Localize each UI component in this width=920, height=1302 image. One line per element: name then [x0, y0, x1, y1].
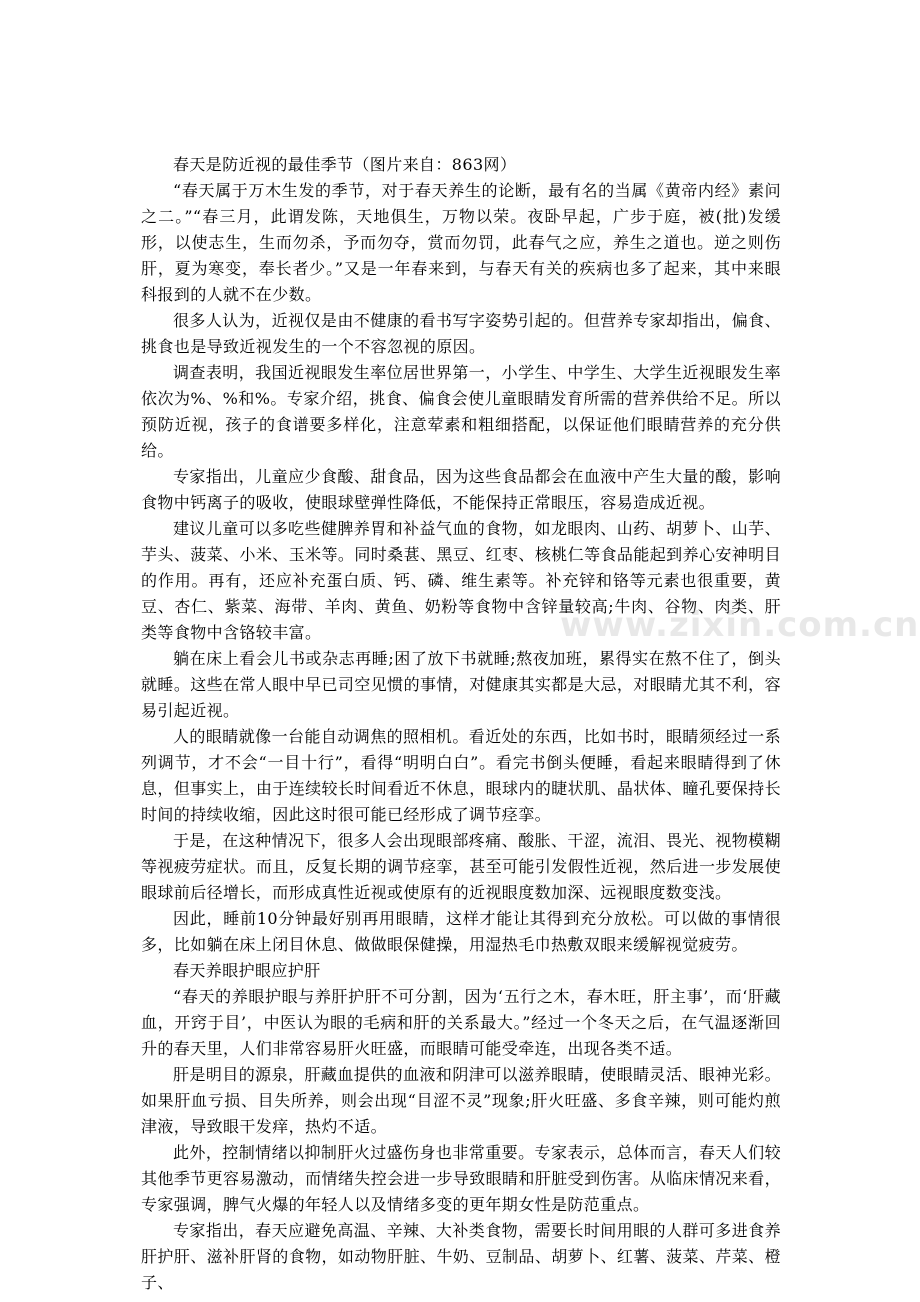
section-heading-1: 春天是防近视的最佳季节（图片来自：863网） [173, 155, 517, 174]
paragraph: “春天属于万木生发的季节，对于春天养生的论断，最有名的当属《黄帝内经》素问之二。”“春三月，此谓发陈，天地俱生，万物以荣。夜卧早起，广步于庭，被(批)发缓形，以使志生，生而勿杀，予而勿夺，赏而勿罚，此春气之应，养生之道也。逆之则伤肝，夏为寒变，奉长者少。”又是一年春来到，与春天有关的疾病也多了起来，其中来眼科报到的人就不在少数。 [141, 181, 781, 304]
paragraph: 很多人认为，近视仅是由不健康的看书写字姿势引起的。但营养专家却指出，偏食、挑食也是导致近视发生的一个不容忽视的原因。 [141, 311, 781, 356]
paragraph: 人的眼睛就像一台能自动调焦的照相机。看近处的东西，比如书时，眼睛须经过一系列调节，才不会“一目十行”，看得“明明白白”。看完书倒头便睡，看起来眼睛得到了休息，但事实上，由于连续较长时间看近不休息，眼球内的睫状肌、晶状体、瞳孔要保持长时间的持续收缩，因此这时很可能已经形成了调节痉挛。 [141, 727, 781, 824]
paragraph: 肝是明目的源泉，肝藏血提供的血液和阴津可以滋养眼睛，使眼睛灵活、眼神光彩。如果肝血亏损、目失所养，则会出现“目涩不灵”现象;肝火旺盛、多食辛辣，则可能灼煎津液，导致眼干发痒，热灼不适。 [141, 1065, 781, 1136]
paragraph: 此外，控制情绪以抑制肝火过盛伤身也非常重要。专家表示，总体而言，春天人们较其他季节更容易激动，而情绪失控会进一步导致眼睛和肝脏受到伤害。从临床情况来看，专家强调，脾气火爆的年轻人以及情绪多变的更年期女性是防范重点。 [141, 1143, 781, 1214]
document-body [141, 152, 781, 1296]
paragraph: 调查表明，我国近视眼发生率位居世界第一，小学生、中学生、大学生近视眼发生率依次为%、%和%。专家介绍，挑食、偏食会使儿童眼睛发育所需的营养供给不足。所以预防近视，孩子的食谱要多样化，注意荤素和粗细搭配，以保证他们眼睛营养的充分供给。 [141, 363, 781, 460]
paragraph: 因此，睡前10分钟最好别再用眼睛，这样才能让其得到充分放松。可以做的事情很多，比如躺在床上闭目休息、做做眼保健操，用湿热毛巾热敷双眼来缓解视觉疲劳。 [141, 909, 781, 954]
paragraph: 于是，在这种情况下，很多人会出现眼部疼痛、酸胀、干涩，流泪、畏光、视物模糊等视疲劳症状。而且，反复长期的调节痉挛，甚至可能引发假性近视，然后进一步发展使眼球前后径增长，而形成真性近视或使原有的近视眼度数加深、远视眼度数变浅。 [141, 831, 781, 902]
paragraph: 躺在床上看会儿书或杂志再睡;困了放下书就睡;熬夜加班，累得实在熬不住了，倒头就睡。这些在常人眼中早已司空见惯的事情，对健康其实都是大忌，对眼睛尤其不利，容易引起近视。 [141, 649, 781, 720]
paragraph: 专家指出，儿童应少食酸、甜食品，因为这些食品都会在血液中产生大量的酸，影响食物中钙离子的吸收，使眼球壁弹性降低，不能保持正常眼压，容易造成近视。 [141, 467, 781, 512]
watermark: www.zixin.com.cn [560, 605, 920, 645]
section-heading-2: 春天养眼护眼应护肝 [173, 961, 321, 980]
paragraph: 建议儿童可以多吃些健脾养胃和补益气血的食物，如龙眼肉、山药、胡萝卜、山芋、芋头、菠菜、小米、玉米等。同时桑葚、黑豆、红枣、核桃仁等食品能起到养心安神明目的作用。再有，还应补充蛋白质、钙、磷、维生素等。补充锌和铬等元素也很重要，黄豆、杏仁、紫菜、海带、羊肉、黄鱼、奶粉等食物中含锌量较高;牛肉、谷物、肉类、肝类等食物中含铬较丰富。 [141, 519, 781, 642]
paragraph: 专家指出，春天应避免高温、辛辣、大补类食物，需要长时间用眼的人群可多进食养肝护肝、滋补肝肾的食物，如动物肝脏、牛奶、豆制品、胡萝卜、红薯、菠菜、芹菜、橙子、 [141, 1221, 781, 1292]
paragraph: “春天的养眼护眼与养肝护肝不可分割，因为‘五行之木，春木旺，肝主事’，而‘肝藏血，开窍于目’，中医认为眼的毛病和肝的关系最大。”经过一个冬天之后，在气温逐渐回升的春天里，人们非常容易肝火旺盛，而眼睛可能受牵连，出现各类不适。 [141, 987, 781, 1058]
